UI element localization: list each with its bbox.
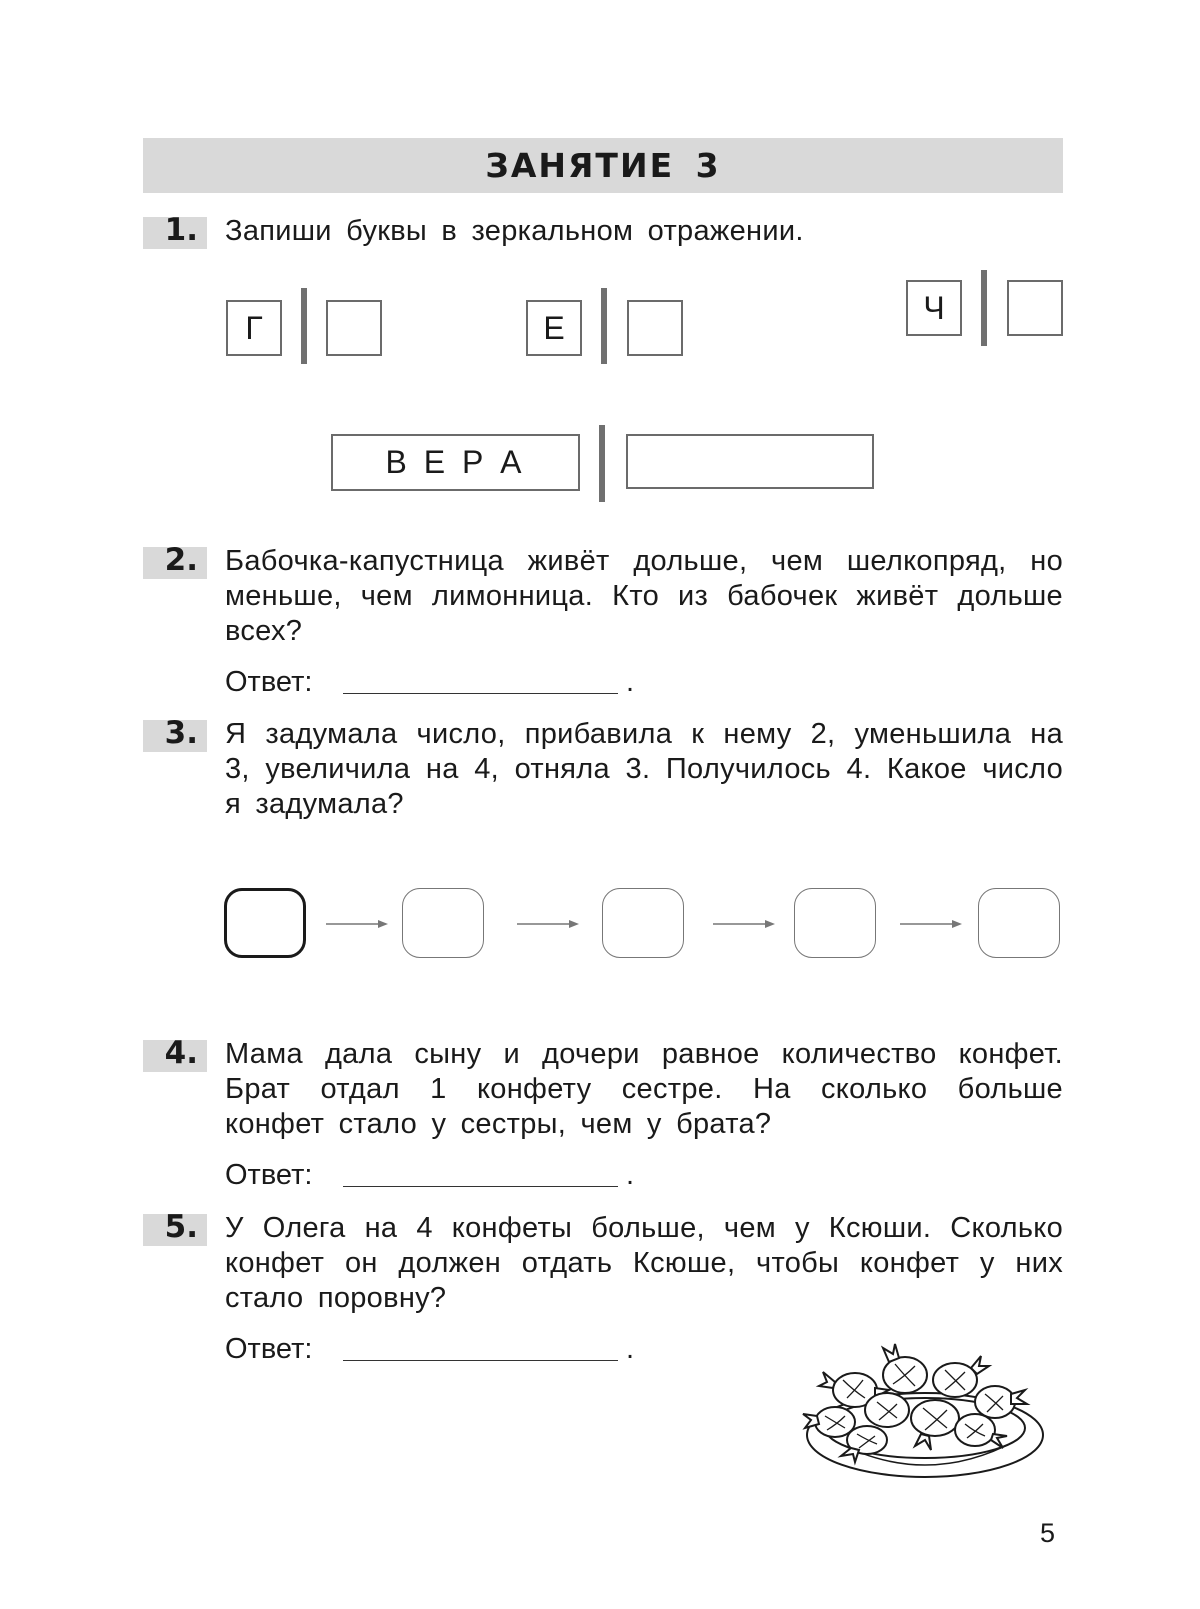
chain-arrow-2 [515, 918, 580, 930]
chain-arrow-1 [324, 918, 389, 930]
chain-box-2[interactable] [402, 888, 484, 958]
task-2-text: Бабочка-капустница живёт дольше, чем шелкопряд, но меньше, чем лимонница. Кто из бабочек живёт дольше всех? [225, 545, 1063, 647]
answer-box-e[interactable] [627, 300, 683, 356]
chain-box-5[interactable] [978, 888, 1060, 958]
task-2-answer-end: . [626, 666, 635, 698]
letter-box-ch: Ч [906, 280, 962, 336]
answer-box-vera[interactable] [626, 434, 874, 489]
chain-arrow-4 [898, 918, 963, 930]
task-5-number: 5. [164, 1209, 198, 1245]
task-1-text: Запиши буквы в зеркальном отражении. [225, 215, 804, 247]
answer-box-g[interactable] [326, 300, 382, 356]
task-4-answer-end: . [626, 1159, 635, 1191]
word-box-vera: В Е Р А [331, 434, 580, 491]
chain-box-3[interactable] [602, 888, 684, 958]
task-3-text: Я задумала число, прибавила к нему 2, уменьшила на 3, увеличила на 4, отняла 3. Получилось 4. Какое число я задумала? [225, 718, 1063, 820]
page-number: 5 [1040, 1518, 1056, 1548]
task-3-number: 3. [164, 715, 198, 751]
mirror-line-1 [301, 288, 307, 364]
task-2-number: 2. [164, 542, 198, 578]
task-4-answer-label: Ответ: [225, 1159, 313, 1191]
task-1-number: 1. [164, 212, 198, 248]
letter-box-e: Е [526, 300, 582, 356]
task-2-answer-line[interactable] [343, 693, 618, 694]
mirror-line-2 [601, 288, 607, 364]
task-5-answer-label: Ответ: [225, 1333, 313, 1365]
chain-box-1[interactable] [224, 888, 306, 958]
task-2-answer-label: Ответ: [225, 666, 313, 698]
chain-arrow-3 [711, 918, 776, 930]
task-4-text: Мама дала сыну и дочери равное количество конфет. Брат отдал 1 конфету сестре. На сколько больше конфет стало у сестры, чем у брата? [225, 1038, 1063, 1140]
task-5-text: У Олега на 4 конфеты больше, чем у Ксюши. Сколько конфет он должен отдать Ксюше, чтобы конфет у них стало поровну? [225, 1212, 1063, 1314]
task-4-answer-line[interactable] [343, 1186, 618, 1187]
chain-box-4[interactable] [794, 888, 876, 958]
task-4-number: 4. [164, 1035, 198, 1071]
answer-box-ch[interactable] [1007, 280, 1063, 336]
task-5-answer-end: . [626, 1333, 635, 1365]
letter-box-g: Г [226, 300, 282, 356]
lesson-header [143, 138, 1063, 193]
task-5-answer-line[interactable] [343, 1360, 618, 1361]
mirror-line-3 [981, 270, 987, 346]
candy-plate-illustration [795, 1340, 1055, 1490]
lesson-title: ЗАНЯТИЕ 3 [485, 146, 721, 185]
mirror-line-4 [599, 425, 605, 502]
